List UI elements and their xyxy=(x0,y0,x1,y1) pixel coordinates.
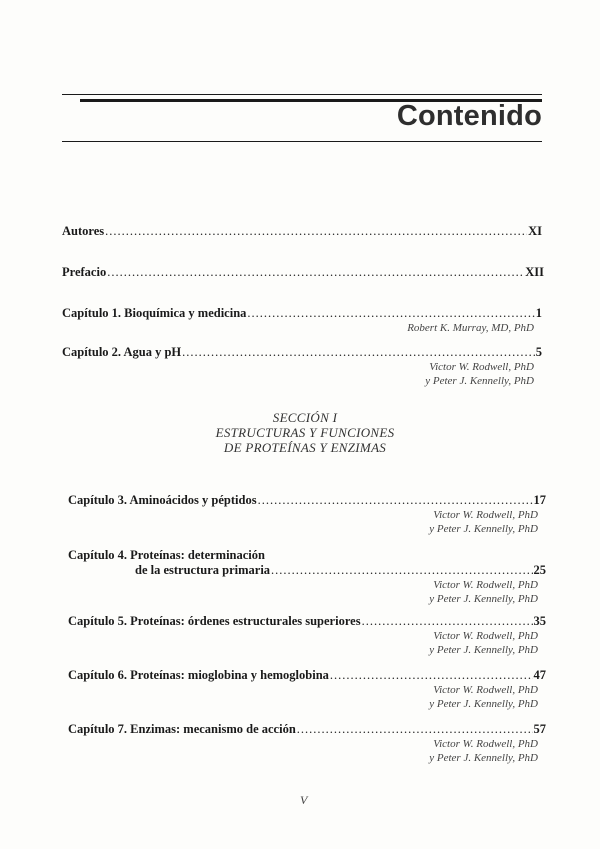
leader-dots xyxy=(247,306,534,321)
toc-chapter-5 xyxy=(68,614,546,657)
chapter-author: y Peter J. Kennelly, PhD xyxy=(429,644,538,656)
leader-dots xyxy=(271,563,532,578)
entry-page: XI xyxy=(528,224,542,238)
toc-chapter-6 xyxy=(68,668,546,711)
chapter-label: Capítulo 4. Proteínas: determinación xyxy=(68,548,265,562)
entry-title: Autores xyxy=(62,224,105,238)
toc-chapter-1 xyxy=(62,306,542,335)
section-heading xyxy=(0,410,600,455)
chapter-author: Victor W. Rodwell, PhD xyxy=(433,738,538,750)
chapter-label-continued: de la estructura primaria xyxy=(135,563,271,577)
chapter-page: 35 xyxy=(533,614,546,628)
leader-dots xyxy=(182,345,535,360)
toc-chapter-2 xyxy=(62,345,542,388)
top-rule-thin xyxy=(62,94,542,95)
chapter-label: Capítulo 6. Proteínas: mioglobina y hemoglobina xyxy=(68,668,329,682)
toc-chapter-3 xyxy=(68,493,546,536)
page-number: V xyxy=(300,793,308,807)
leader-dots xyxy=(107,265,524,280)
chapter-author: Robert K. Murray, MD, PhD xyxy=(407,322,534,334)
chapter-author: y Peter J. Kennelly, PhD xyxy=(429,752,538,764)
chapter-author: y Peter J. Kennelly, PhD xyxy=(429,523,538,535)
chapter-author: y Peter J. Kennelly, PhD xyxy=(429,593,538,605)
chapter-page: 57 xyxy=(533,722,546,736)
section-title-line2: DE PROTEÍNAS Y ENZIMAS xyxy=(223,440,387,455)
chapter-page: 5 xyxy=(535,345,542,359)
chapter-label: Capítulo 7. Enzimas: mecanismo de acción xyxy=(68,722,296,736)
chapter-label: Capítulo 3. Aminoácidos y péptidos xyxy=(68,493,257,507)
chapter-author: Victor W. Rodwell, PhD xyxy=(433,509,538,521)
page-title: Contenido xyxy=(396,100,542,132)
chapter-author: Victor W. Rodwell, PhD xyxy=(429,361,534,373)
leader-dots xyxy=(105,224,527,239)
toc-entry-prefacio xyxy=(62,265,544,280)
toc-chapter-4 xyxy=(68,548,546,606)
chapter-page: 17 xyxy=(533,493,546,507)
toc-chapter-7 xyxy=(68,722,546,765)
leader-dots xyxy=(258,493,533,508)
entry-title: Prefacio xyxy=(62,265,107,279)
chapter-author: y Peter J. Kennelly, PhD xyxy=(429,698,538,710)
toc-entry-autores xyxy=(62,224,542,239)
chapter-page: 47 xyxy=(533,668,546,682)
bottom-rule xyxy=(62,141,542,142)
chapter-page: 25 xyxy=(533,563,546,577)
chapter-label: Capítulo 5. Proteínas: órdenes estructurales superiores xyxy=(68,614,361,628)
chapter-page: 1 xyxy=(535,306,542,320)
chapter-author: Victor W. Rodwell, PhD xyxy=(433,579,538,591)
chapter-author: y Peter J. Kennelly, PhD xyxy=(425,375,534,387)
section-title-line1: ESTRUCTURAS Y FUNCIONES xyxy=(215,425,395,440)
chapter-author: Victor W. Rodwell, PhD xyxy=(433,630,538,642)
chapter-author: Victor W. Rodwell, PhD xyxy=(433,684,538,696)
leader-dots xyxy=(362,614,533,629)
chapter-label: Capítulo 2. Agua y pH xyxy=(62,345,182,359)
leader-dots xyxy=(297,722,533,737)
section-number: SECCIÓN I xyxy=(272,410,338,425)
entry-page: XII xyxy=(525,265,544,279)
leader-dots xyxy=(330,668,533,683)
chapter-label: Capítulo 1. Bioquímica y medicina xyxy=(62,306,247,320)
